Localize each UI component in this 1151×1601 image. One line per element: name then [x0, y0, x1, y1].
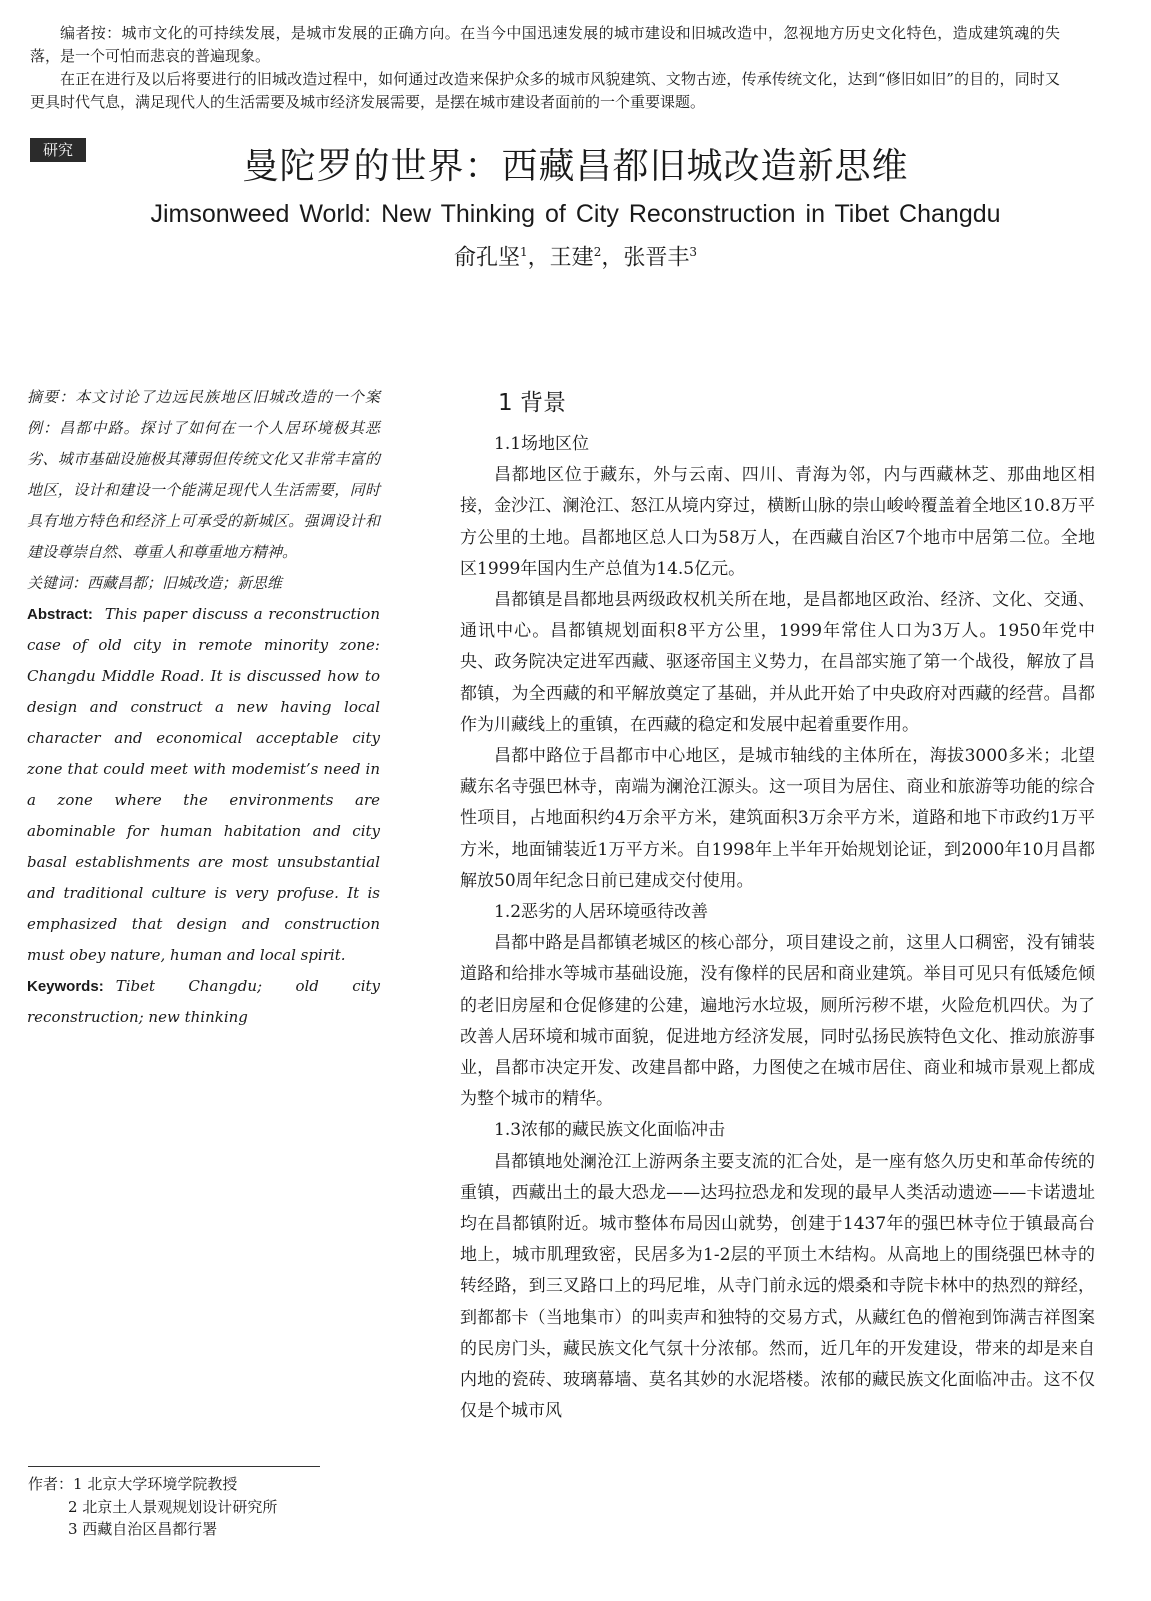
abstract-chinese: 摘要：本文讨论了边远民族地区旧城改造的一个案例：昌都中路。探讨了如何在一个人居环境极其恶劣、城市基础设施极其薄弱但传统文化又非常丰富的地区，设计和建设一个能满足现代人生活需要，同时具有地方特色和经济上可承受的新城区。强调设计和建设尊崇自然、尊重人和尊重地方精神。	[27, 388, 380, 561]
abstract-english	[27, 599, 380, 971]
keywords-english-text: Tibet Changdu; old city reconstruction; new thinking	[27, 977, 380, 1026]
keywords-english	[27, 971, 380, 1033]
page-title-english: Jimsonweed World: New Thinking of City Reconstruction in Tibet Changdu	[150, 200, 1001, 228]
author-name: 王建	[549, 245, 594, 271]
author-affiliation-mark: 1	[520, 245, 528, 259]
abstract-column	[27, 382, 380, 1033]
author-name: 俞孔坚	[454, 245, 521, 271]
subsection-heading: 1.2恶劣的人居环境亟待改善	[494, 902, 709, 923]
body-paragraph: 昌都镇地处澜沧江上游两条主要支流的汇合处，是一座有悠久历史和革命传统的重镇，西藏出土的最大恐龙——达玛拉恐龙和发现的最早人类活动遗迹——卡诺遗址均在昌都镇附近。城市整体布局因山就势，创建于1437年的强巴林寺位于镇最高台地上，城市肌理致密，民居多为1-2层的平顶土木结构。从高地上的围绕强巴林寺的转经路，到三叉路口上的玛尼堆，从寺门前永远的煨桑和寺院卡林中的热烈的辩经，到都都卡（当地集市）的叫卖声和独特的交易方式，从藏红色的僧袍到饰满吉祥图案的民房门头，藏民族文化气氛十分浓郁。然而，近几年的开发建设，带来的却是来自内地的瓷砖、玻璃幕墙、莫名其妙的水泥塔楼。浓郁的藏民族文化面临冲击。这不仅仅是个城市风	[460, 1151, 1095, 1422]
body-paragraph: 昌都镇是昌都地县两级政权机关所在地，是昌都地区政治、经济、文化、交通、通讯中心。昌都镇规划面积8平方公里，1999年常住人口为3万人。1950年党中央、政务院决定进军西藏、驱逐帝国主义势力，在昌部实施了第一个战役，解放了昌都镇，为全西藏的和平解放奠定了基础，并从此开始了中央政府对西藏的经营。昌都作为川藏线上的重镇，在西藏的稳定和发展中起着重要作用。	[460, 590, 1095, 735]
abstract-label: Abstract:	[27, 606, 93, 623]
footnote-item: 2 北京土人景观规划设计研究所	[68, 1497, 278, 1516]
author-separator: ，	[601, 245, 624, 271]
author-name: 张晋丰	[623, 245, 690, 271]
abstract-english-text: This paper discuss a reconstruction case of old city in remote minority zone: Changdu Middle Road. It is discussed how to design and construct a new having local character and economical acceptable city zone that could meet with modemist’s need in a zone where the environments are abominable for human habitation and city basal establishments are most unsubstantial and traditional culture is very profuse. It is emphasized that design and construction must obey nature, human and local spirit.	[27, 605, 380, 964]
author-footnote	[28, 1466, 348, 1541]
footnote-item: 1 北京大学环境学院教授	[73, 1475, 238, 1493]
footnote-line	[28, 1473, 348, 1496]
section-tag: 研究	[30, 138, 86, 162]
body-paragraph: 昌都中路是昌都镇老城区的核心部分，项目建设之前，这里人口稠密，没有铺装道路和给排水等城市基础设施，没有像样的民居和商业建筑。举目可见只有低矮危倾的老旧房屋和仓促修建的公建，遍地污水垃圾，厕所污秽不堪，火险危机四伏。为了改善人居环境和城市面貌，促进地方经济发展，同时弘扬民族特色文化、推动旅游事业，昌都市决定开发、改建昌都中路，力图使之在城市居住、商业和城市景观上都成为整个城市的精华。	[460, 933, 1095, 1110]
author-separator: ，	[527, 245, 550, 271]
footnote-label: 作者：	[28, 1475, 74, 1493]
author-affiliation-mark: 3	[689, 245, 697, 259]
editor-note-paragraph: 编者按：城市文化的可持续发展，是城市发展的正确方向。在当今中国迅速发展的城市建设和旧城改造中，忽视地方历史文化特色，造成建筑魂的失落，是一个可怕而悲哀的普遍现象。	[30, 24, 1060, 65]
footnote-divider	[28, 1466, 320, 1467]
page-title: 曼陀罗的世界：西藏昌都旧城改造新思维	[242, 146, 909, 187]
body-paragraph: 昌都中路位于昌都市中心地区，是城市轴线的主体所在，海拔3000多米；北望藏东名寺强巴林寺，南端为澜沧江源头。这一项目为居住、商业和旅游等功能的综合性项目，占地面积约4万余平方米，建筑面积3万余平方米，道路和地下市政约1万平方米，地面铺装近1万平方米。自1998年上半年开始规划论证，到2000年10月昌都解放50周年纪念日前已建成交付使用。	[460, 746, 1095, 891]
author-list	[0, 236, 1151, 274]
main-body-column	[460, 385, 1095, 1428]
keywords-chinese: 关键词：西藏昌都；旧城改造；新思维	[27, 574, 283, 592]
keywords-label: Keywords:	[27, 978, 104, 995]
body-paragraph: 昌都地区位于藏东，外与云南、四川、青海为邻，内与西藏林芝、那曲地区相接，金沙江、澜沧江、怒江从境内穿过，横断山脉的崇山峻岭覆盖着全地区10.8万平方公里的土地。昌都地区总人口为58万人，在西藏自治区7个地市中居第二位。全地区1999年国内生产总值为14.5亿元。	[460, 465, 1095, 579]
editor-note	[30, 22, 1060, 114]
editor-note-paragraph: 在正在进行及以后将要进行的旧城改造过程中，如何通过改造来保护众多的城市风貌建筑、文物古迹，传承传统文化，达到“修旧如旧”的目的，同时又更具时代气息，满足现代人的生活需要及城市经济发展需要，是摆在城市建设者面前的一个重要课题。	[30, 70, 1060, 111]
author-affiliation-mark: 2	[593, 245, 602, 259]
subsection-heading: 1.1场地区位	[494, 434, 590, 454]
footnote-item: 3 西藏自治区昌都行署	[68, 1520, 218, 1538]
subsection-heading: 1.3浓郁的藏民族文化面临冲击	[494, 1120, 726, 1141]
section-heading: 1 背景	[498, 390, 566, 416]
